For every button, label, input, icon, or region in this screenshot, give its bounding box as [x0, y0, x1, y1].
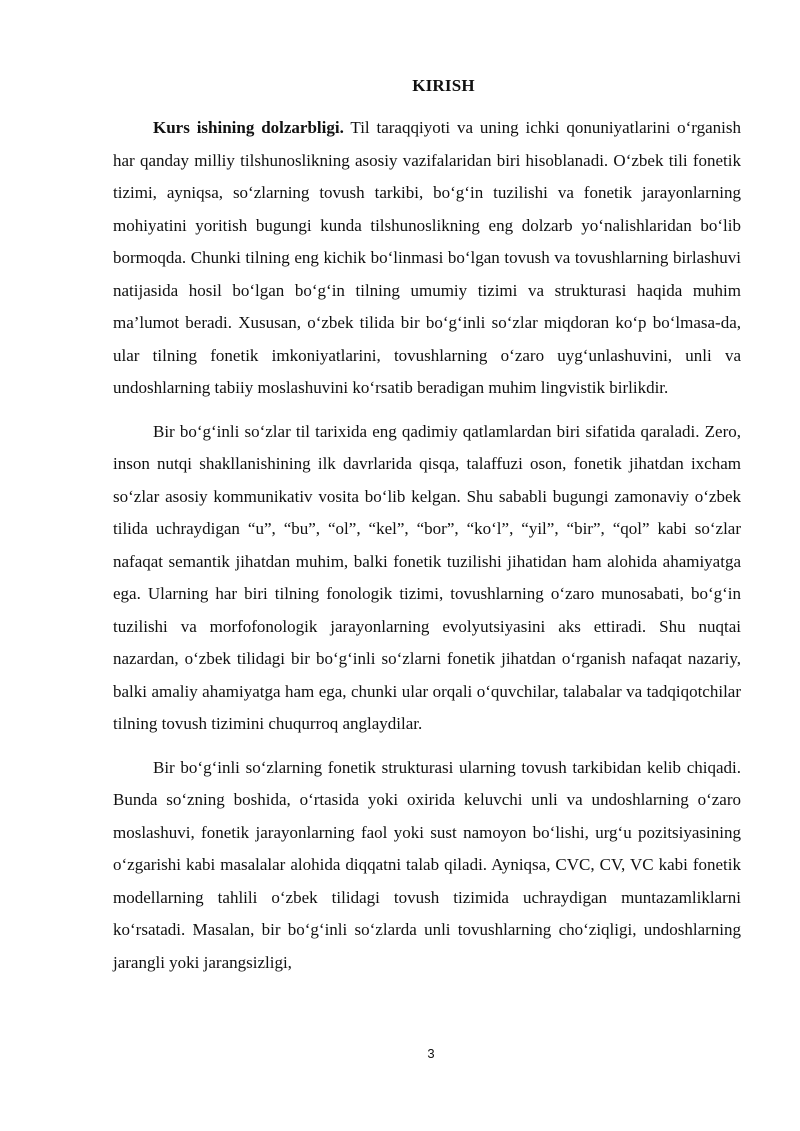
body-text	[113, 112, 741, 979]
paragraph-relevance	[113, 112, 741, 405]
paragraph-text: Til taraqqiyoti va uning ichki qonuniyatlarini o‘rganish har qanday milliy tilshunoslikning asosiy vazifalaridan biri hisoblanadi. O‘zbek tili fonetik tizimi, ayniqsa, so‘zlarning tovush tarkibi, bo‘g‘in tuzilishi va fonetik jarayonlarning mohiyatini yoritish bugungi kunda tilshunoslikning eng dolzarb yo‘nalishlaridan bo‘lib bormoqda. Chunki tilning eng kichik bo‘linmasi bo‘lgan tovush va tovushlarning birlashuvi natijasida hosil bo‘lgan bo‘g‘in tilning umumiy tizimi va strukturasi haqida muhim ma’lumot beradi. Xususan, o‘zbek tilida bir bo‘g‘inli so‘zlar miqdoran ko‘p bo‘lmasa-da, ular tilning fonetik imkoniyatlarini, tovushlarning o‘zaro uyg‘unlashuvini, unli va undoshlarning tabiiy moslashuvini ko‘rsatib beradigan muhim lingvistik birlikdir.	[113, 118, 741, 397]
paragraph-text: Bir bo‘g‘inli so‘zlarning fonetik strukturasi ularning tovush tarkibidan kelib chiqadi. Bunda so‘zning boshida, o‘rtasida yoki oxirida keluvchi unli va undoshlarning o‘zaro moslashuvi, fonetik jarayonlarning faol yoki sust namoyon bo‘lishi, urg‘u pozitsiyasining o‘zgarishi kabi masalalar alohida diqqatni talab qiladi. Ayniqsa, CVC, CV, VC kabi fonetik modellarning tahlili o‘zbek tilidagi tovush tizimida uchraydigan muntazamliklarni ko‘rsatadi. Masalan, bir bo‘g‘inli so‘zlarda unli tovushlarning cho‘ziqligi, undoshlarning jarangli yoki jarangsizligi,	[113, 757, 741, 972]
page-number: 3	[427, 1046, 435, 1061]
paragraph-structure	[113, 752, 741, 980]
paragraph-text: Bir bo‘g‘inli so‘zlar til tarixida eng qadimiy qatlamlardan biri sifatida qaraladi. Zero, inson nutqi shakllanishining ilk davrlarida qisqa, talaffuzi oson, fonetik jihatdan ixcham so‘zlar asosiy kommunikativ vosita bo‘lib kelgan. Shu sababli bugungi zamonaviy o‘zbek tilida uchraydigan “u”, “bu”, “ol”, “kel”, “bor”, “ko‘l”, “yil”, “bir”, “qol” kabi so‘zlar nafaqat semantik jihatdan muhim, balki fonetik tuzilishi jihatidan ham alohida ahamiyatga ega. Ularning har biri tilning fonologik tizimi, tovushlarning o‘zaro munosabati, bo‘g‘in tuzilishi va morfofonologik jarayonlarning evolyutsiyasini aks ettiradi. Shu nuqtai nazardan, o‘zbek tilidagi bir bo‘g‘inli so‘zlarni fonetik jihatdan o‘rganish nafaqat nazariy, balki amaliy ahamiyatga ham ega, chunki ular orqali o‘quvchilar, talabalar va tadqiqotchilar tilning tovush tizimini chuqurroq anglaydilar.	[113, 421, 741, 733]
paragraph-lead: Kurs ishining dolzarbligi.	[153, 118, 344, 137]
paragraph-history	[113, 416, 741, 741]
section-heading: KIRISH	[412, 76, 475, 95]
